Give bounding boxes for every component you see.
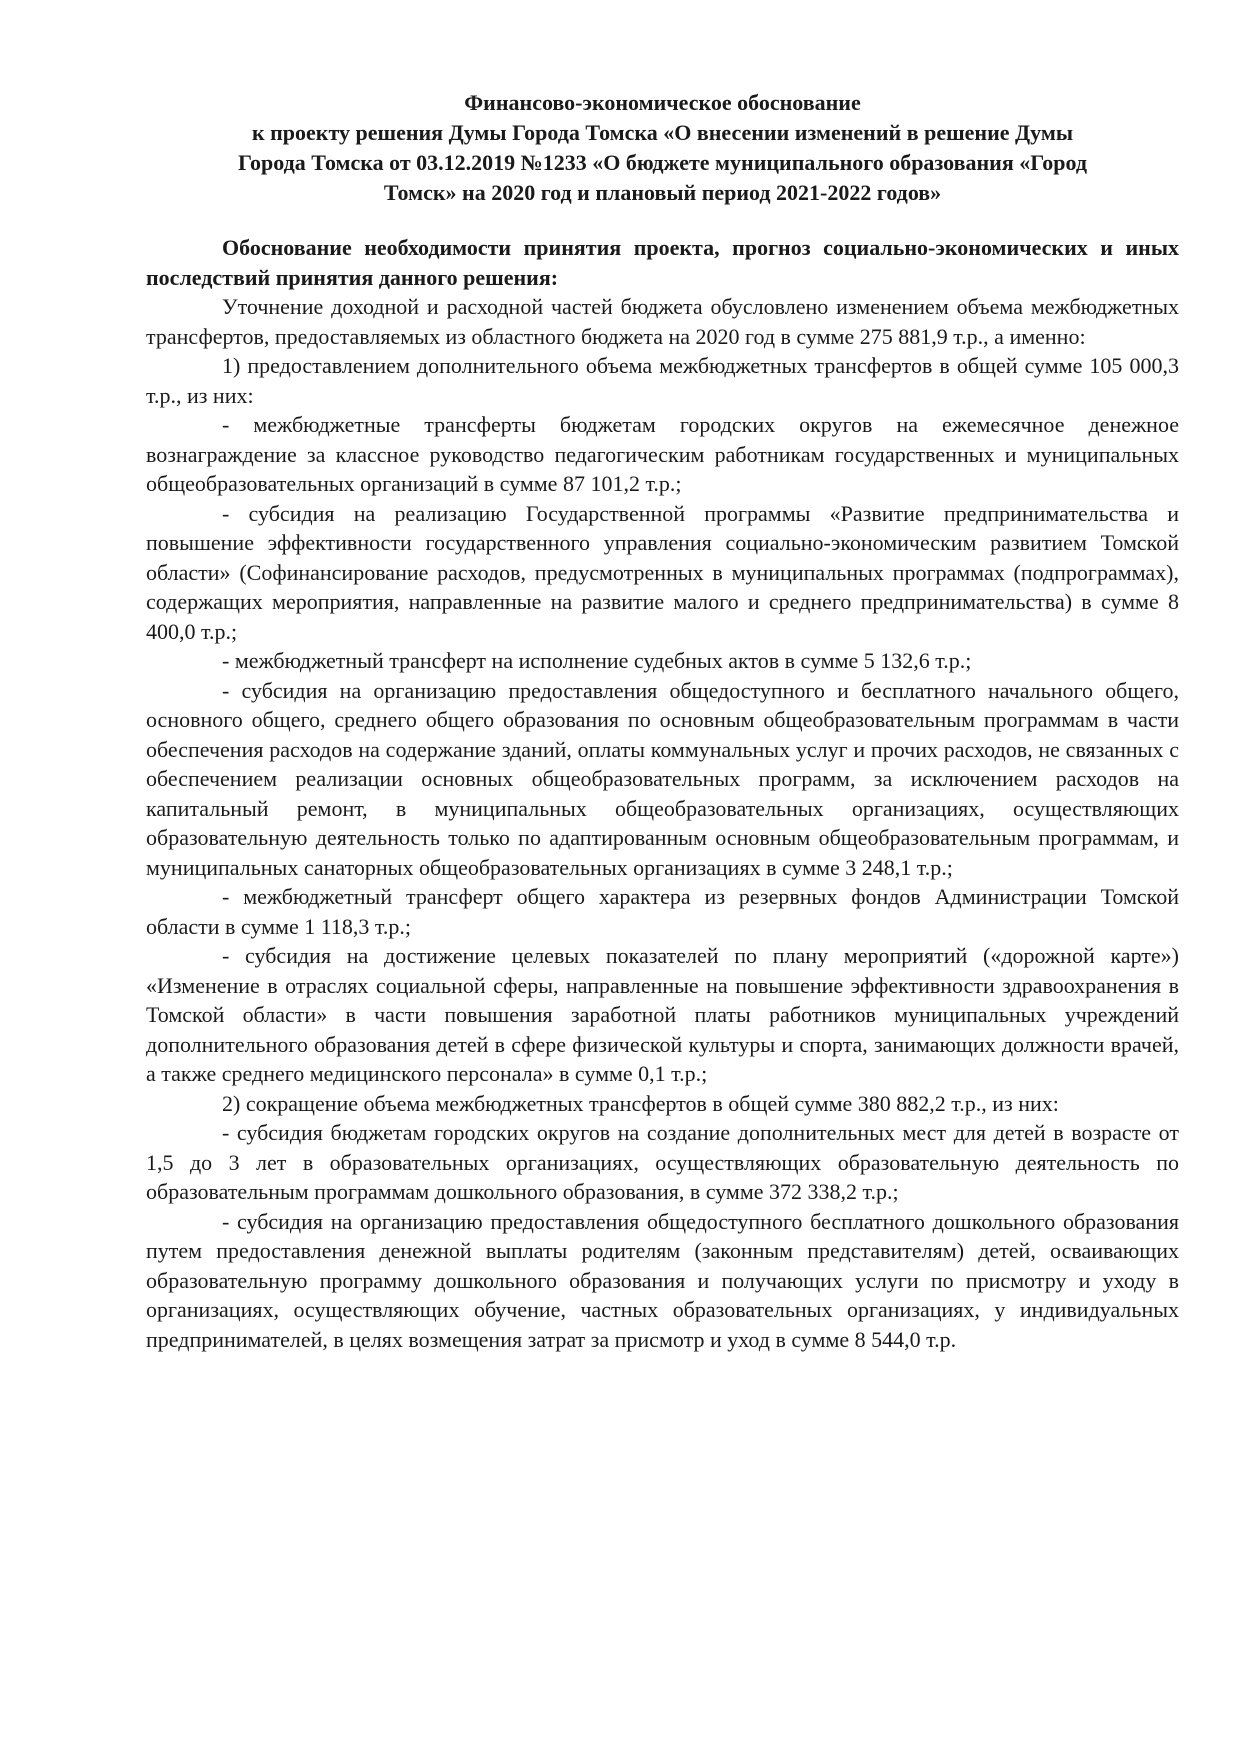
justification-section bbox=[146, 233, 1179, 1354]
decrease-lead: 2) сокращение объема межбюджетных трансфертов в общей сумме 380 882,2 т.р., из них: bbox=[222, 1090, 1059, 1116]
list-item: - субсидия на организацию предоставления общедоступного бесплатного дошкольного образования путем предоставления денежной выплаты родителям (законным представителям) детей, осваивающих образовательную программу дошкольного образования и получающих услуги по присмотру и уходу в организациях, осуществляющих обучение, частных образовательных организациях, у индивидуальных предпринимателей, в целях возмещения затрат за присмотр и уход в сумме 8 544,0 т.р. bbox=[146, 1208, 1179, 1352]
list-item: - межбюджетный трансферт на исполнение судебных актов в сумме 5 132,6 т.р.; bbox=[222, 648, 972, 673]
title-line-2: к проекту решения Думы Города Томска «О внесении изменений в решение Думы bbox=[251, 120, 1074, 145]
section-heading: Обоснование необходимости принятия проекта, прогноз социально-экономических и иных последствий принятия данного решения: bbox=[146, 235, 1179, 290]
list-item: - межбюджетные трансферты бюджетам городских округов на ежемесячное денежное вознаграждение за классное руководство педагогическим работникам государственных и муниципальных общеобразовательных организаций в сумме 87 101,2 т.р.; bbox=[146, 412, 1179, 496]
list-item: - субсидия на достижение целевых показателей по плану мероприятий («дорожной карте») «Изменение в отраслях социальной сферы, направленные на повышение эффективности здравоохранения в Томской области» в части повышения заработной платы работников муниципальных учреждений дополнительного образования детей в сфере физической культуры и спорта, занимающих должности врачей, а также среднего медицинского персонала» в сумме 0,1 т.р.; bbox=[146, 943, 1179, 1086]
title-line-4: Томск» на 2020 год и плановый период 2021-2022 годов» bbox=[383, 180, 942, 205]
list-item: - межбюджетный трансферт общего характера из резервных фондов Администрации Томской области в сумме 1 118,3 т.р.; bbox=[146, 884, 1179, 939]
title-line-1: Финансово-экономическое обоснование bbox=[464, 90, 861, 115]
title-line-3: Города Томска от 03.12.2019 №1233 «О бюджете муниципального образования «Город bbox=[237, 150, 1088, 175]
intro-paragraph: Уточнение доходной и расходной частей бюджета обусловлено изменением объема межбюджетных трансфертов, предоставляемых из областного бюджета на 2020 год в сумме 275 881,9 т.р., а именно: bbox=[146, 294, 1179, 349]
list-item: - субсидия бюджетам городских округов на создание дополнительных мест для детей в возрасте от 1,5 до 3 лет в образовательных организациях, осуществляющих образовательную деятельность по образовательным программам дошкольного образования, в сумме 372 338,2 т.р.; bbox=[146, 1120, 1179, 1204]
list-item: - субсидия на реализацию Государственной программы «Развитие предпринимательства и повышение эффективности государственного управления социально-экономическим развитием Томской области» (Софинансирование расходов, предусмотренных в муниципальных программах (подпрограммах), содержащих мероприятия, направленные на развитие малого и среднего предпринимательства) в сумме 8 400,0 т.р.; bbox=[146, 500, 1179, 644]
document-title bbox=[146, 88, 1179, 208]
increase-lead: 1) предоставлением дополнительного объема межбюджетных трансфертов в общей сумме 105 000,3 т.р., из них: bbox=[146, 353, 1179, 408]
list-item: - субсидия на организацию предоставления общедоступного и бесплатного начального общего, основного общего, среднего общего образования по основным общеобразовательным программам в части обеспечения расходов на содержание зданий, оплаты коммунальных услуг и прочих расходов, не связанных с обеспечением реализации основных общеобразовательных программ, за исключением расходов на капитальный ремонт, в муниципальных общеобразовательных организациях, осуществляющих образовательную деятельность только по адаптированным основным общеобразовательным программам, и муниципальных санаторных общеобразовательных организациях в сумме 3 248,1 т.р.; bbox=[146, 677, 1179, 880]
